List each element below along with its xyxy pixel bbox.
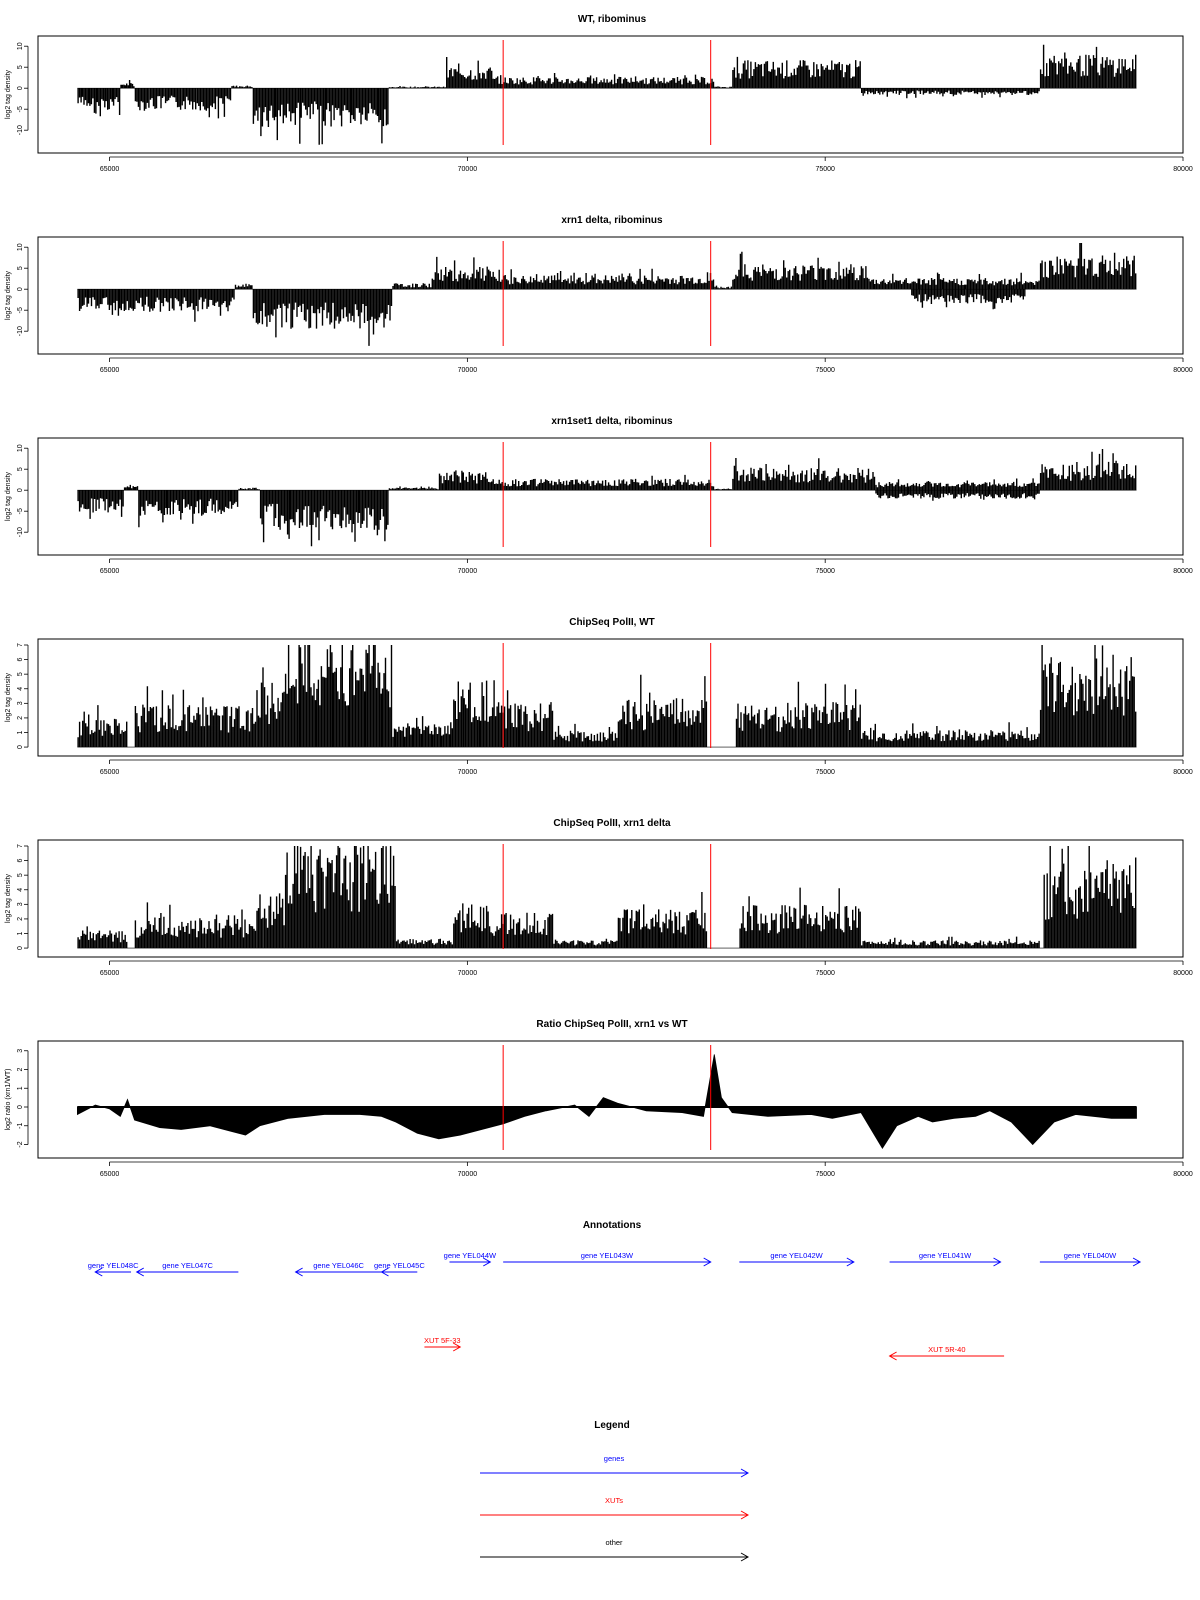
xut-arrow — [890, 1345, 1005, 1360]
signal-bars — [715, 286, 731, 290]
gene-label: gene YEL048C — [87, 1261, 139, 1270]
x-tick-label: 70000 — [457, 367, 478, 374]
signal-segment — [618, 675, 706, 747]
signal-bars — [135, 88, 230, 118]
signal-segment — [232, 86, 252, 89]
signal-segment — [733, 458, 875, 490]
signal-segment — [715, 286, 731, 290]
y-tick-label: -10 — [17, 326, 24, 337]
y-tick-label: -5 — [17, 307, 24, 314]
y-tick-label: 1 — [17, 730, 24, 735]
annotations-title: Annotations — [582, 1220, 642, 1231]
annotations-track — [88, 1220, 1140, 1360]
signal-bars — [1041, 45, 1136, 88]
x-tick-label: 75000 — [815, 166, 835, 173]
xut-label: XUT 5F-33 — [424, 1336, 461, 1345]
signal-bars — [912, 289, 1025, 309]
signal-bars — [493, 73, 713, 88]
signal-bars — [440, 470, 492, 490]
signal-segment — [554, 939, 617, 948]
gene-arrow — [296, 1261, 382, 1276]
signal-bars — [869, 273, 1039, 290]
x-tick-label: 75000 — [815, 1171, 835, 1178]
signal-segment — [862, 88, 1039, 98]
signal-bars — [432, 257, 491, 289]
signal-segment — [454, 903, 488, 948]
signal-segment — [493, 475, 713, 490]
signal-bars — [862, 937, 1039, 949]
signal-segment — [490, 913, 553, 948]
signal-bars — [135, 902, 255, 948]
y-tick-label: 1 — [17, 931, 24, 936]
signal-bars — [78, 289, 130, 316]
chart-panel-4 — [5, 617, 1193, 776]
gene-arrow — [890, 1251, 1001, 1266]
signal-bars — [733, 458, 875, 490]
y-tick-label: 7 — [17, 643, 24, 647]
legend-item — [480, 1496, 748, 1519]
x-tick-label: 65000 — [99, 166, 120, 173]
signal-bars — [239, 488, 259, 491]
gene-label: gene YEL047C — [162, 1261, 213, 1270]
signal-segment — [135, 686, 255, 747]
legend-arrow — [480, 1553, 748, 1561]
signal-bars — [1041, 243, 1136, 289]
signal-segment — [135, 88, 230, 118]
y-axis-label: log2 tag density — [5, 270, 12, 321]
signal-bars — [733, 252, 868, 289]
y-axis-label: log2 ratio (xrn1/WT) — [5, 1068, 12, 1131]
signal-segment — [132, 289, 234, 322]
legend-label: genes — [603, 1454, 625, 1463]
x-tick-label: 65000 — [99, 970, 120, 977]
signal-bars — [493, 475, 713, 490]
signal-segment — [78, 705, 127, 747]
legend-arrow — [480, 1469, 748, 1477]
x-tick-label: 70000 — [457, 1171, 478, 1178]
signal-segment — [862, 722, 1039, 747]
signal-segment — [253, 289, 391, 346]
signal-segment — [253, 88, 388, 145]
y-tick-label: 0 — [17, 946, 24, 951]
x-tick-label: 65000 — [99, 1171, 120, 1178]
y-tick-label: 5 — [17, 873, 24, 878]
gene-label: gene YEL046C — [313, 1261, 364, 1270]
signal-segment — [490, 680, 553, 747]
signal-bars — [236, 284, 252, 290]
panel-title: ChipSeq PolII, WT — [569, 617, 655, 628]
x-tick-label: 75000 — [815, 769, 835, 776]
panel-title: WT, ribominus — [577, 14, 647, 25]
signal-segment — [1041, 243, 1136, 289]
signal-bars — [393, 283, 431, 289]
signal-bars — [135, 686, 255, 747]
x-tick-label: 75000 — [815, 568, 835, 575]
chart-panel-5 — [5, 818, 1193, 977]
y-axis-label: log2 tag density — [5, 471, 12, 522]
signal-bars — [257, 667, 284, 747]
signal-bars — [139, 490, 238, 527]
gene-arrow — [739, 1251, 854, 1266]
signal-bars — [618, 892, 706, 948]
signal-segment — [389, 86, 445, 88]
signal-bars — [253, 88, 388, 145]
signal-segment — [733, 252, 868, 289]
signal-segment — [618, 892, 706, 948]
signal-bars — [78, 705, 127, 747]
signal-segment — [78, 289, 130, 316]
signal-segment — [862, 937, 1039, 949]
gene-label: gene YEL041W — [918, 1251, 972, 1260]
y-tick-label: 4 — [17, 887, 24, 892]
signal-bars — [618, 675, 706, 747]
signal-bars — [397, 939, 453, 948]
y-tick-label: -10 — [17, 527, 24, 538]
legend-arrow — [480, 1511, 748, 1519]
y-tick-label: 0 — [17, 86, 24, 91]
x-tick-label: 80000 — [1173, 769, 1193, 776]
gene-arrow — [1040, 1251, 1140, 1266]
signal-segment — [78, 926, 127, 948]
y-axis-label: log2 tag density — [5, 672, 12, 723]
chart-panel-6 — [5, 1019, 1193, 1178]
gene-label: gene YEL044W — [443, 1251, 497, 1260]
signal-bars — [876, 478, 1039, 490]
gene-arrow — [137, 1261, 239, 1276]
signal-bars — [733, 57, 860, 88]
gene-label: gene YEL045C — [374, 1261, 425, 1270]
signal-bars — [261, 490, 388, 546]
signal-bars — [1044, 846, 1136, 948]
y-tick-label: 2 — [17, 715, 24, 720]
signal-segment — [1041, 45, 1136, 88]
legend — [480, 1420, 748, 1561]
plot-frame — [38, 1041, 1183, 1158]
xut-arrow — [424, 1336, 461, 1351]
signal-segment — [1041, 645, 1136, 747]
y-tick-label: 10 — [17, 444, 24, 453]
signal-bars — [1041, 449, 1136, 490]
y-tick-label: -1 — [17, 1122, 24, 1129]
signal-segment — [125, 485, 138, 490]
signal-segment — [554, 724, 617, 747]
y-tick-label: 7 — [17, 844, 24, 848]
legend-item — [480, 1454, 748, 1477]
signal-segment — [1041, 449, 1136, 490]
y-tick-label: 3 — [17, 902, 24, 907]
signal-segment — [493, 269, 713, 289]
signal-bars — [389, 486, 438, 490]
legend-item — [480, 1538, 748, 1561]
legend-title: Legend — [594, 1420, 630, 1431]
signal-segment — [432, 257, 491, 289]
panel-title: xrn1 delta, ribominus — [561, 215, 663, 226]
y-tick-label: 0 — [17, 1105, 24, 1109]
signal-bars — [286, 846, 396, 948]
signal-segment — [261, 490, 388, 546]
signal-segment — [286, 846, 396, 948]
signal-bars — [121, 80, 134, 88]
y-tick-label: 2 — [17, 1067, 24, 1072]
legend-label: XUTs — [605, 1496, 623, 1505]
signal-bars — [740, 888, 860, 949]
y-axis-label: log2 tag density — [5, 69, 12, 120]
signal-bars — [393, 716, 452, 747]
signal-segment — [733, 57, 860, 88]
signal-segment — [440, 470, 492, 490]
y-tick-label: 0 — [17, 287, 24, 292]
gene-label: gene YEL040W — [1063, 1251, 1117, 1260]
chart-panel-1 — [5, 14, 1193, 173]
panel-title: xrn1set1 delta, ribominus — [551, 416, 673, 427]
chart-panels — [5, 14, 1193, 1178]
signal-segment — [393, 283, 431, 289]
x-tick-label: 65000 — [99, 367, 120, 374]
signal-segment — [286, 645, 392, 747]
chart-panel-3 — [5, 416, 1193, 575]
signal-segment — [447, 57, 492, 88]
signal-bars — [232, 86, 252, 89]
y-tick-label: 3 — [17, 701, 24, 706]
signal-bars — [554, 939, 617, 948]
signal-segment — [393, 716, 452, 747]
gene-arrow — [503, 1251, 711, 1266]
signal-bars — [78, 88, 120, 116]
x-tick-label: 80000 — [1173, 166, 1193, 173]
signal-segment — [257, 893, 284, 948]
signal-bars — [257, 893, 284, 948]
x-tick-label: 70000 — [457, 568, 478, 575]
y-tick-label: 5 — [17, 266, 24, 271]
x-tick-label: 65000 — [99, 769, 120, 776]
signal-bars — [493, 269, 713, 289]
panel-title: Ratio ChipSeq PolII, xrn1 vs WT — [536, 1019, 688, 1030]
y-tick-label: 6 — [17, 657, 24, 662]
y-tick-label: -2 — [17, 1141, 24, 1148]
signal-segment — [257, 667, 284, 747]
y-tick-label: -5 — [17, 106, 24, 113]
signal-bars — [253, 289, 391, 346]
signal-bars — [454, 903, 488, 948]
y-tick-label: 0 — [17, 745, 24, 750]
signal-bars — [737, 682, 861, 747]
signal-bars — [1041, 645, 1136, 747]
gene-arrow — [88, 1261, 139, 1276]
signal-segment — [740, 888, 860, 949]
x-tick-label: 80000 — [1173, 970, 1193, 977]
signal-bars — [876, 490, 1039, 501]
gene-arrow — [444, 1251, 497, 1266]
chart-panel-2 — [5, 215, 1193, 374]
signal-segment — [121, 80, 134, 88]
x-tick-label: 80000 — [1173, 1171, 1193, 1178]
x-tick-label: 75000 — [815, 367, 835, 374]
signal-segment — [239, 488, 259, 491]
signal-bars — [132, 289, 234, 322]
signal-bars — [490, 680, 553, 747]
signal-segment — [135, 902, 255, 948]
x-tick-label: 65000 — [99, 568, 120, 575]
y-tick-label: 0 — [17, 488, 24, 493]
signal-bars — [78, 926, 127, 948]
signal-bars — [286, 645, 392, 747]
signal-segment — [876, 490, 1039, 501]
y-tick-label: 4 — [17, 686, 24, 691]
signal-segment — [139, 490, 238, 527]
y-tick-label: 5 — [17, 65, 24, 70]
signal-bars — [862, 88, 1039, 98]
signal-bars — [447, 57, 492, 88]
ratio-profile-area — [77, 1055, 1136, 1149]
y-tick-label: 2 — [17, 916, 24, 921]
legend-label: other — [605, 1538, 623, 1547]
y-tick-label: -10 — [17, 125, 24, 136]
signal-segment — [1044, 846, 1136, 948]
y-tick-label: -5 — [17, 508, 24, 515]
y-tick-label: 6 — [17, 858, 24, 863]
x-tick-label: 80000 — [1173, 367, 1193, 374]
plot-frame — [38, 840, 1183, 957]
x-tick-label: 80000 — [1173, 568, 1193, 575]
signal-segment — [869, 273, 1039, 290]
gene-label: gene YEL042W — [770, 1251, 823, 1260]
signal-bars — [125, 485, 138, 490]
signal-bars — [389, 86, 445, 88]
y-tick-label: 10 — [17, 42, 24, 51]
signal-segment — [78, 490, 123, 519]
x-tick-label: 75000 — [815, 970, 835, 977]
signal-segment — [397, 939, 453, 948]
signal-segment — [78, 88, 120, 116]
signal-bars — [454, 681, 488, 748]
signal-segment — [389, 486, 438, 490]
signal-bars — [862, 722, 1039, 747]
y-axis-label: log2 tag density — [5, 873, 12, 924]
x-tick-label: 70000 — [457, 970, 478, 977]
panel-title: ChipSeq PolII, xrn1 delta — [553, 818, 671, 829]
signal-bars — [554, 724, 617, 747]
x-tick-label: 70000 — [457, 769, 478, 776]
gene-arrow — [374, 1261, 425, 1276]
x-tick-label: 70000 — [457, 166, 478, 173]
signal-segment — [876, 478, 1039, 490]
signal-bars — [78, 490, 123, 519]
signal-segment — [737, 682, 861, 747]
y-tick-label: 5 — [17, 672, 24, 677]
xut-label: XUT 5R-40 — [928, 1345, 966, 1354]
signal-segment — [493, 73, 713, 88]
signal-segment — [454, 681, 488, 748]
signal-segment — [236, 284, 252, 290]
signal-bars — [490, 913, 553, 948]
y-tick-label: 5 — [17, 467, 24, 472]
gene-label: gene YEL043W — [580, 1251, 634, 1260]
y-tick-label: 1 — [17, 1086, 24, 1091]
signal-segment — [912, 289, 1025, 309]
y-tick-label: 10 — [17, 243, 24, 252]
y-tick-label: 3 — [17, 1048, 24, 1053]
